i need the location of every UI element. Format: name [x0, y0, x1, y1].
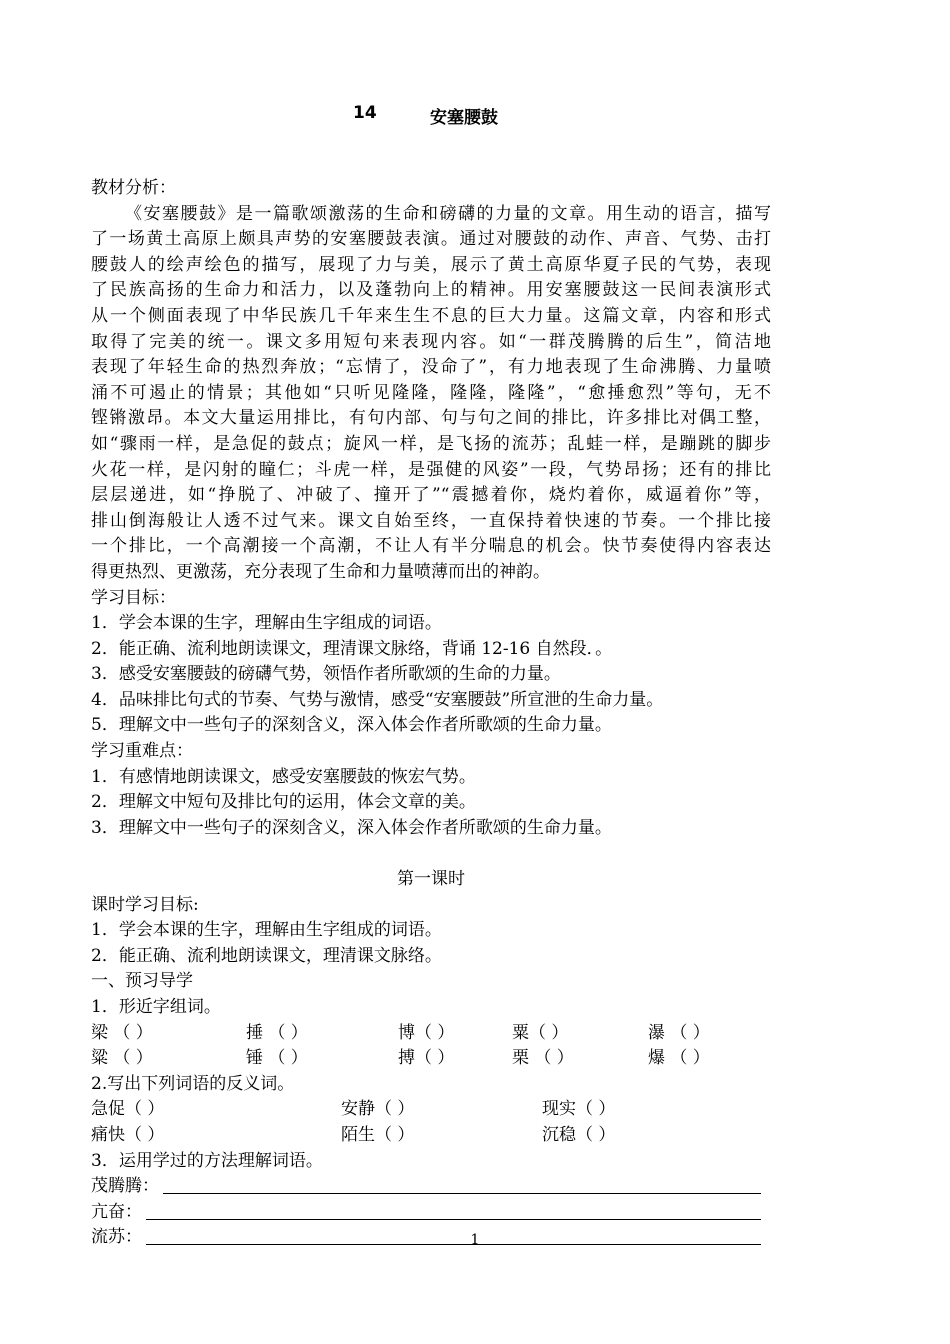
- question-1: 1．形近字组词。: [91, 997, 221, 1017]
- char-blank: 粟（ ）: [512, 1022, 569, 1043]
- analysis-line: 《安塞腰鼓》是一篇歌颂激荡的生命和磅礴的力量的文章。用生动的语言，描写: [125, 203, 771, 224]
- char-row: [91, 1046, 771, 1072]
- analysis-line: 表现了年轻生命的热烈奔放；“忘情了，没命了”，有力地表现了生命沸腾、力量喷: [91, 357, 771, 378]
- goals-heading: 学习目标：: [91, 587, 176, 608]
- antonym-row: [91, 1097, 771, 1123]
- antonym-row: [91, 1123, 771, 1149]
- analysis-line: 涌不可遏止的情景；其他如“只听见隆隆，隆隆，隆隆”，“愈捶愈烈”等句，无不: [91, 382, 771, 403]
- lesson-goal-item: 2．能正确、流利地朗读课文，理清课文脉络。: [91, 945, 442, 966]
- antonym-blank: 急促（ ）: [91, 1099, 165, 1120]
- term-fill-line: [91, 1200, 771, 1226]
- answer-line[interactable]: [163, 1193, 761, 1194]
- char-blank: 捶 （ ）: [246, 1022, 308, 1043]
- antonym-blank: 痛快（ ）: [91, 1124, 165, 1145]
- main-content: [91, 176, 771, 1251]
- goal-item: 1．学会本课的生字，理解由生字组成的词语。: [91, 613, 442, 634]
- term-fill-line: [91, 1174, 771, 1200]
- analysis-heading: 教材分析：: [91, 178, 176, 198]
- lesson-heading: 第一课时: [397, 869, 465, 890]
- char-blank: 瀑 （ ）: [648, 1022, 710, 1043]
- lesson-goals-heading: 课时学习目标:: [91, 894, 199, 915]
- difficulty-item: 2．理解文中短句及排比句的运用，体会文章的美。: [91, 792, 476, 813]
- char-blank: 栗 （ ）: [512, 1048, 574, 1069]
- term-label: 茂腾腾：: [91, 1176, 159, 1197]
- question-2: 2.写出下列词语的反义词。: [91, 1073, 295, 1094]
- analysis-line: 腰鼓人的绘声绘色的描写，展现了力与美，展示了黄土高原华夏子民的气势，表现: [91, 254, 771, 275]
- char-blank: 搏（ ）: [398, 1048, 455, 1069]
- goal-item: 2．能正确、流利地朗读课文，理清课文脉络，背诵 12-16 自然段．。: [91, 638, 613, 659]
- antonym-blank: 沉稳（ ）: [542, 1124, 616, 1145]
- analysis-line: 了一场黄土高原上颇具声势的安塞腰鼓表演。通过对腰鼓的动作、声音、气势、击打: [91, 229, 771, 250]
- goal-item: 3．感受安塞腰鼓的磅礴气势，领悟作者所歌颂的生命的力量。: [91, 664, 561, 685]
- term-label: 流苏：: [91, 1227, 142, 1248]
- char-blank: 粱 （ ）: [91, 1048, 153, 1069]
- antonym-blank: 陌生（ ）: [341, 1124, 415, 1145]
- lesson-number: 14: [353, 103, 377, 123]
- term-label: 亢奋：: [91, 1201, 142, 1222]
- analysis-line: 铿锵激昂。本文大量运用排比，有句内部、句与句之间的排比，许多排比对偶工整，: [91, 408, 771, 429]
- answer-line[interactable]: [146, 1219, 761, 1220]
- section-gap: [91, 841, 771, 867]
- analysis-line: 层层递进，如“挣脱了、冲破了、撞开了”“震撼着你，烧灼着你，威逼着你”等，: [91, 485, 771, 506]
- analysis-line: 得更热烈、更激荡，充分表现了生命和力量喷薄而出的神韵。: [91, 561, 550, 582]
- char-row: [91, 1021, 771, 1047]
- analysis-line: 从一个侧面表现了中华民族几千年来生生不息的巨大力量。这篇文章，内容和形式: [91, 305, 771, 326]
- preview-heading: 一、预习导学: [91, 971, 193, 992]
- analysis-line: 排山倒海般让人透不过气来。课文自始至终，一直保持着快速的节奏。一个排比接: [91, 510, 771, 531]
- antonym-blank: 现实（ ）: [542, 1099, 616, 1120]
- analysis-line: 了民族高扬的生命力和活力，以及蓬勃向上的精神。用安塞腰鼓这一民间表演形式: [91, 280, 771, 301]
- difficulty-item: 3．理解文中一些句子的深刻含义，深入体会作者所歌颂的生命力量。: [91, 817, 612, 838]
- char-blank: 梁 （ ）: [91, 1022, 153, 1043]
- analysis-line: 一个排比，一个高潮接一个高潮，不让人有半分喘息的机会。快节奏使得内容表达: [91, 536, 771, 557]
- char-blank: 锤 （ ）: [246, 1048, 308, 1069]
- difficulties-heading: 学习重难点：: [91, 741, 193, 762]
- char-blank: 博（ ）: [398, 1022, 455, 1043]
- analysis-line: 火花一样，是闪射的瞳仁；斗虎一样，是强健的风姿”一段，气势昂扬；还有的排比: [91, 459, 771, 480]
- analysis-line: 如“骤雨一样，是急促的鼓点；旋风一样，是飞扬的流苏；乱蛙一样，是蹦跳的脚步: [91, 433, 771, 454]
- goal-item: 5．理解文中一些句子的深刻含义，深入体会作者所歌颂的生命力量。: [91, 715, 612, 736]
- page-number: 1: [470, 1232, 480, 1248]
- char-blank: 爆 （ ）: [648, 1048, 710, 1069]
- lesson-title-text: 安塞腰鼓: [430, 108, 498, 128]
- difficulty-item: 1．有感情地朗读课文，感受安塞腰鼓的恢宏气势。: [91, 766, 476, 787]
- analysis-line: 取得了完美的统一。课文多用短句来表现内容。如“一群茂腾腾的后生”，简洁地: [91, 331, 771, 352]
- lesson-goal-item: 1．学会本课的生字，理解由生字组成的词语。: [91, 920, 442, 941]
- goal-item: 4．品味排比句式的节奏、气势与激情，感受“安塞腰鼓”所宣泄的生命力量。: [91, 689, 664, 710]
- antonym-blank: 安静（ ）: [341, 1099, 415, 1120]
- question-3: 3．运用学过的方法理解词语。: [91, 1150, 323, 1171]
